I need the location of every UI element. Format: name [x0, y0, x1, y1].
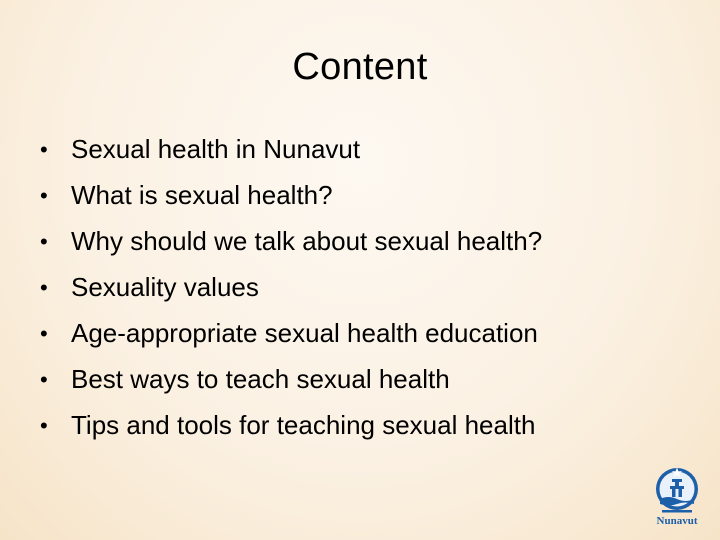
nunavut-logo-graphic — [652, 466, 702, 528]
list-item — [40, 126, 542, 172]
bullet-icon: • — [40, 275, 48, 300]
list-item — [40, 356, 542, 402]
list-item — [40, 310, 542, 356]
bullet-icon: • — [40, 229, 48, 254]
bullet-text: Best ways to teach sexual health — [71, 364, 450, 394]
bullet-icon: • — [40, 413, 48, 438]
bullet-text: Sexual health in Nunavut — [71, 134, 361, 164]
bullet-text: Why should we talk about sexual health? — [71, 226, 543, 256]
nunavut-logo-icon — [652, 466, 702, 528]
bullet-icon: • — [40, 183, 48, 208]
bullet-icon: • — [40, 137, 48, 162]
bullet-list — [40, 126, 542, 448]
list-item — [40, 402, 542, 448]
list-item — [40, 218, 542, 264]
list-item — [40, 264, 542, 310]
slide-title: Content — [292, 46, 428, 88]
bullet-icon: • — [40, 367, 48, 392]
bullet-text: Age-appropriate sexual health education — [71, 318, 538, 348]
bullet-text: What is sexual health? — [71, 180, 333, 210]
logo-wordmark: Nunavut — [656, 515, 698, 527]
bullet-text: Tips and tools for teaching sexual health — [71, 410, 536, 440]
bullet-icon: • — [40, 321, 48, 346]
list-item — [40, 172, 542, 218]
bullet-text: Sexuality values — [71, 272, 259, 302]
